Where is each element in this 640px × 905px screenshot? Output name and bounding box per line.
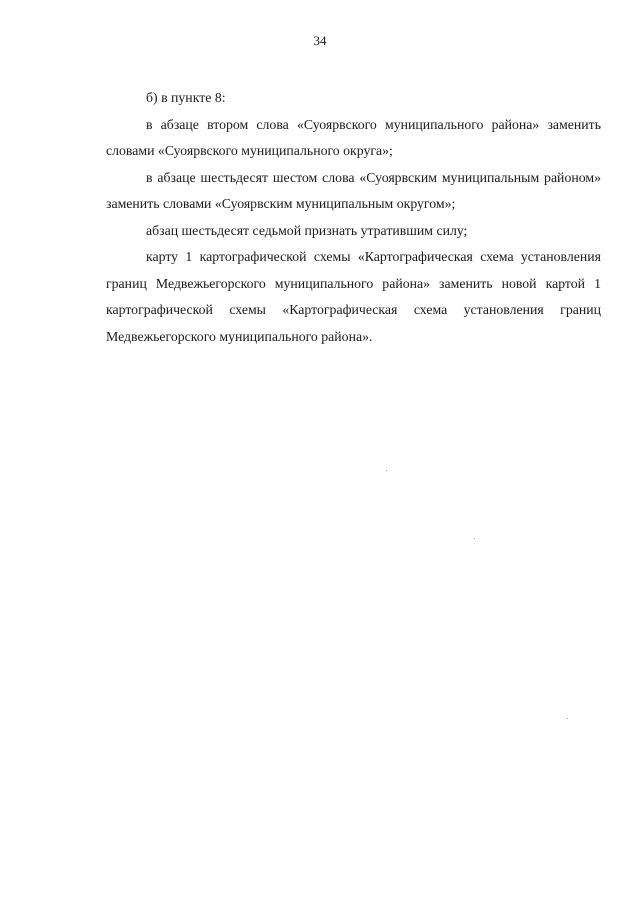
scan-speck (474, 538, 475, 539)
page-number: 34 (313, 33, 327, 48)
paragraph-amendment-sixty-sixth-abzac: в абзаце шестьдесят шестом слова «Суоярвским муниципальным районом» заменить словами «Суоярвским муниципальным округом»; (106, 169, 601, 211)
paragraph-map-replacement: карту 1 картографической схемы «Картографическая схема установления границ Медвежьегорского муниципального района» заменить новой картой 1 картографической схемы «Картографическая схема установления границ Медвежьегорского муниципального района». (106, 249, 601, 344)
scan-speck (386, 470, 387, 471)
paragraph-subitem-b: б) в пункте 8: (146, 90, 226, 105)
paragraph-sixty-seventh-abzac-void: абзац шестьдесят седьмой признать утратившим силу; (146, 222, 468, 238)
document-body (106, 85, 601, 350)
paragraph-amendment-second-abzac: в абзаце втором слова «Суоярвского муниципального района» заменить словами «Суоярвского муниципального округа»; (106, 116, 601, 158)
scan-speck (567, 718, 568, 719)
